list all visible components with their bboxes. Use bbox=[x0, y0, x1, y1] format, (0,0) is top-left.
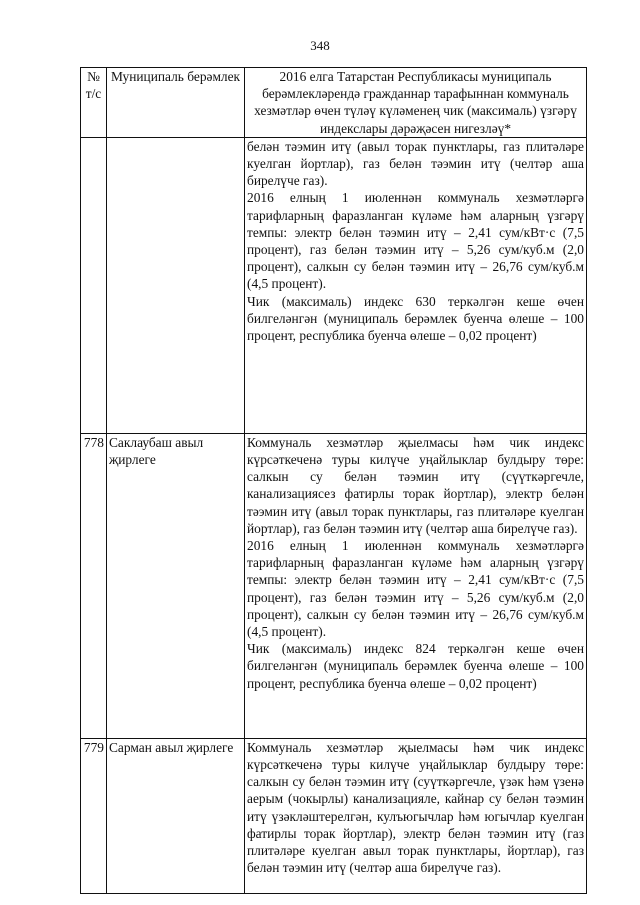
row-municipality: Саклаубаш авыл җирлеге bbox=[107, 433, 245, 738]
description-paragraph: Чик (максималь) индекс 824 теркәлгән кеше өчен билгеләнгән (муниципаль берәмлек буенча өлеше – 100 процент, республика буенча өлеше – 0,02 процент) bbox=[247, 641, 584, 691]
row-municipality: Сарман авыл җирлеге bbox=[107, 738, 245, 893]
description-paragraph: Коммуналь хезмәтләр җыелмасы һәм чик индекс күрсәткеченә туры килүче уңайлыклар булдыру төре: салкын су белән тәэмин итү (сүүткәргечле, канализациясез фатирлы торак йортлар), электр белән тәэмин итү (авыл торак пунктлары, газ плитәләре куелган йортлар), газ белән тәэмин итү (челтәр аша бирелүче газ). bbox=[247, 434, 584, 536]
row-description bbox=[245, 738, 587, 893]
header-municipality: Муниципаль берәмлек bbox=[107, 68, 245, 138]
table-row bbox=[81, 738, 587, 893]
row-number bbox=[81, 137, 107, 433]
description-paragraph: Чик (максималь) индекс 630 теркәлгән кеше өчен билгеләнгән (муниципаль берәмлек буенча өлеше – 100 процент, республика буенча өлеше – 0,02 процент) bbox=[247, 293, 584, 344]
row-description bbox=[245, 137, 587, 433]
page-number: 348 bbox=[310, 38, 330, 53]
row-number: 779 bbox=[81, 738, 107, 893]
header-number: № т/с bbox=[81, 68, 107, 138]
table-row bbox=[81, 433, 587, 738]
row-description bbox=[245, 433, 587, 738]
description-paragraph: 2016 елның 1 июленнән коммуналь хезмәтләргә тарифларның фаразланган күләме һәм аларның үзгәрү темпы: электр белән тәэмин итү – 2,41 сум/кВт·с (7,5 процент), газ белән тәэмин итү – 5,26 сум/куб.м (2,0 процент), салкын су белән тәэмин итү – 26,76 сум/куб.м (4,5 процент). bbox=[247, 538, 584, 640]
row-number: 778 bbox=[81, 433, 107, 738]
table-header-row bbox=[81, 68, 587, 138]
description-paragraph: Коммуналь хезмәтләр җыелмасы һәм чик индекс күрсәткеченә туры килүче уңайлыклар булдыру төре: салкын су белән тәэмин итү (суүткәргечле, үзәк һәм үзенә аерым (чокырлы) канализацияле, кайнар су белән тәэмин итү үзәкләштерелгән, кулъюгычлар һәм югычлар куелган фатирлы торак йортлар), электр белән тәэмин итү (газ плитәләре куелган авыл торак пунктлары, йортлар), газ белән тәэмин итү (челтәр аша бирелүче газ). bbox=[247, 739, 584, 876]
header-description: 2016 елга Татарстан Республикасы муниципаль берәмлекләрендә гражданнар тарафыннан коммуналь хезмәтләр өчен түләү күләменең чик (максималь) үзгәрү индекслары дәрәҗәсен нигезләү* bbox=[245, 68, 587, 138]
row-municipality bbox=[107, 137, 245, 433]
table-row bbox=[81, 137, 587, 433]
tariff-index-table bbox=[80, 67, 587, 894]
description-paragraph: белән тәэмин итү (авыл торак пунктлары, газ плитәләре куелган йортлар), газ белән тәэмин итү (челтәр аша бирелүче газ). bbox=[247, 138, 584, 189]
description-paragraph: 2016 елның 1 июленнән коммуналь хезмәтләргә тарифларның фаразланган күләме һәм аларның үзгәрү темпы: электр белән тәэмин итү – 2,41 сум/кВт·с (7,5 процент), газ белән тәэмин итү – 5,26 сум/куб.м (2,0 процент), салкын су белән тәэмин итү – 26,76 сум/куб.м (4,5 процент). bbox=[247, 190, 584, 292]
